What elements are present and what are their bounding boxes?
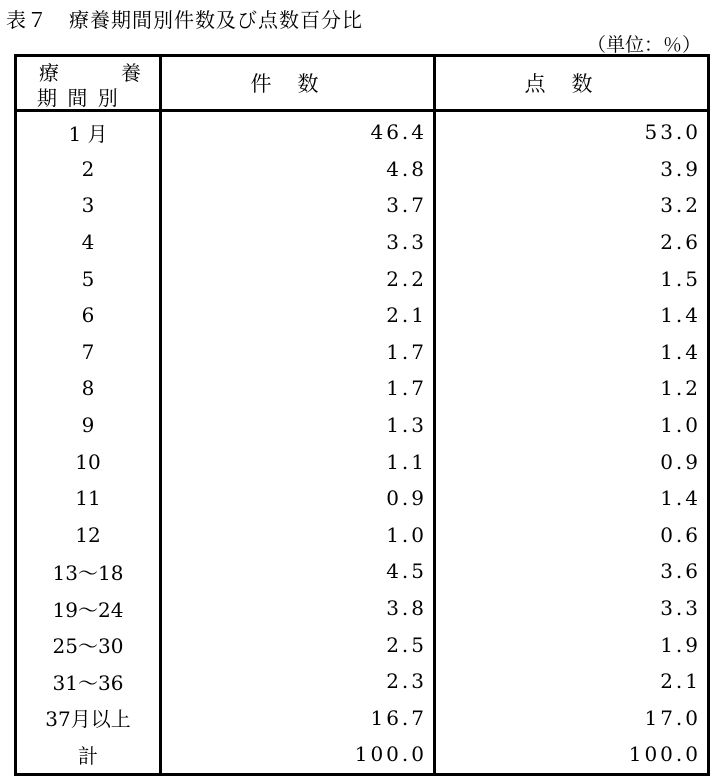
row-count: 46.4: [161, 111, 435, 151]
table-row: [16, 187, 709, 224]
table-row: [16, 443, 709, 480]
row-label: 計: [16, 736, 161, 774]
header-row: [16, 56, 709, 111]
row-label: 1 月: [16, 111, 161, 151]
header-count: 件数: [161, 56, 435, 111]
row-points: 1.4: [660, 486, 701, 511]
row-points: 1.2: [660, 376, 701, 401]
row-label: 11: [16, 480, 161, 517]
header-period: [16, 56, 161, 111]
table-row: [16, 517, 709, 554]
row-label: 13～18: [16, 553, 161, 590]
row-points: 0.6: [660, 522, 701, 547]
row-count: 2.2: [161, 260, 435, 297]
row-count: 16.7: [161, 700, 435, 737]
row-label: 3: [16, 187, 161, 224]
header-period-char-1: 療: [39, 61, 59, 85]
row-label: 6: [16, 297, 161, 334]
row-label: 37月以上: [16, 700, 161, 737]
row-count: 1.7: [161, 334, 435, 371]
row-points: 2.1: [660, 669, 701, 694]
row-points: 3.3: [660, 596, 701, 621]
row-count: 2.5: [161, 626, 435, 663]
row-label: 8: [16, 370, 161, 407]
table-row: [16, 407, 709, 444]
row-label: 5: [16, 260, 161, 297]
row-label: 9: [16, 407, 161, 444]
row-points: 1.4: [660, 339, 701, 364]
row-points: 0.9: [660, 449, 701, 474]
table-row: [16, 553, 709, 590]
row-points: 3.9: [660, 156, 701, 181]
table-row: [16, 224, 709, 261]
row-count: 1.1: [161, 443, 435, 480]
row-count: 2.3: [161, 663, 435, 700]
table-row: [16, 480, 709, 517]
row-count: 1.0: [161, 517, 435, 554]
row-label: 4: [16, 224, 161, 261]
table-row: [16, 370, 709, 407]
header-period-line2: 期 間 別: [37, 86, 120, 110]
unit-label: （単位：％）: [586, 34, 701, 56]
row-count: 2.1: [161, 297, 435, 334]
header-period-char-2: 養: [121, 61, 141, 85]
row-points: 3.2: [660, 193, 701, 218]
row-points: 17.0: [644, 705, 701, 730]
row-label: 7: [16, 334, 161, 371]
table-row: [16, 151, 709, 188]
table-row: [16, 111, 709, 151]
row-count: 4.5: [161, 553, 435, 590]
row-label: 19～24: [16, 590, 161, 627]
table-row: [16, 700, 709, 737]
row-count: 3.7: [161, 187, 435, 224]
table-row: [16, 626, 709, 663]
row-count: 0.9: [161, 480, 435, 517]
table-row: [16, 334, 709, 371]
table-row: [16, 663, 709, 700]
table-row: [16, 736, 709, 774]
row-label: 10: [16, 443, 161, 480]
table-row: [16, 297, 709, 334]
row-points: 2.6: [660, 230, 701, 255]
row-label: 12: [16, 517, 161, 554]
row-points: 1.0: [660, 413, 701, 438]
table-row: [16, 590, 709, 627]
row-count: 3.8: [161, 590, 435, 627]
row-points: 1.9: [660, 632, 701, 657]
row-points: 1.4: [660, 303, 701, 328]
row-count: 4.8: [161, 151, 435, 188]
row-label: 2: [16, 151, 161, 188]
row-label: 31～36: [16, 663, 161, 700]
header-points: 点数: [435, 56, 709, 111]
data-table: [14, 54, 710, 776]
row-points: 53.0: [644, 120, 701, 145]
row-points: 3.6: [660, 559, 701, 584]
row-count: 1.7: [161, 370, 435, 407]
table-row: [16, 260, 709, 297]
row-points: 100.0: [628, 742, 701, 767]
row-label: 25～30: [16, 626, 161, 663]
row-points: 1.5: [660, 266, 701, 291]
row-count: 1.3: [161, 407, 435, 444]
table-title: 表７ 療養期間別件数及び点数百分比: [6, 8, 363, 32]
row-count: 100.0: [161, 736, 435, 774]
row-count: 3.3: [161, 224, 435, 261]
